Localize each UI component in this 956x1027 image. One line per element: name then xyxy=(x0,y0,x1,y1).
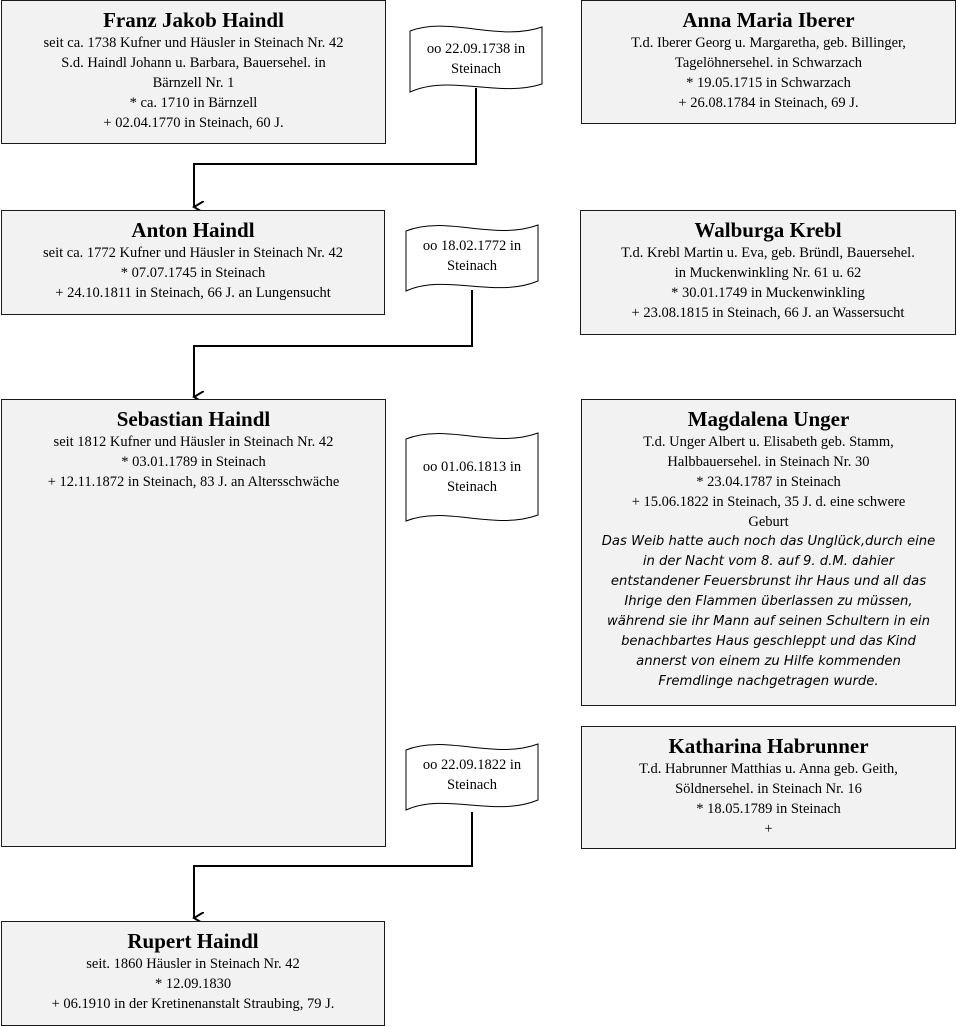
person-note: in der Nacht vom 8. auf 9. d.M. dahier xyxy=(642,554,895,569)
person-note: benachbartes Haus geschleppt und das Kind xyxy=(621,634,916,649)
marriage-place: in Steinach xyxy=(447,459,522,495)
person-detail: * 19.05.1715 in Schwarzach xyxy=(686,75,851,91)
person-detail: T.d. Iberer Georg u. Margaretha, geb. Billinger, xyxy=(631,35,906,51)
person-note: Fremdlinge nachgetragen wurde. xyxy=(658,674,879,689)
person-detail: T.d. Krebl Martin u. Eva, geb. Bründl, Bauersehel. xyxy=(621,245,915,261)
person-name: Sebastian Haindl xyxy=(116,407,271,431)
person-note: Ihrige den Flammen überlassen zu müssen, xyxy=(624,594,913,609)
person-magdalena-unger xyxy=(581,399,956,706)
person-detail: * 18.05.1789 in Steinach xyxy=(696,801,841,817)
person-detail: seit. 1860 Häusler in Steinach Nr. 42 xyxy=(86,956,300,972)
person-detail: + 26.08.1784 in Steinach, 69 J. xyxy=(678,95,859,111)
person-detail: + xyxy=(764,821,773,837)
person-walburga-krebl xyxy=(580,210,956,335)
person-name: Magdalena Unger xyxy=(687,407,850,431)
person-franz-jakob-haindl xyxy=(1,0,386,144)
person-detail: Bärnzell Nr. 1 xyxy=(152,75,235,91)
marriage-ribbon-2 xyxy=(405,219,539,301)
person-sebastian-haindl xyxy=(1,399,386,847)
person-name: Katharina Habrunner xyxy=(668,734,869,758)
person-detail: in Muckenwinkling Nr. 61 u. 62 xyxy=(674,265,862,281)
person-detail: T.d. Habrunner Matthias u. Anna geb. Geith, xyxy=(639,761,898,777)
person-detail: Tagelöhnersehel. in Schwarzach xyxy=(675,55,862,71)
person-detail: seit ca. 1738 Kufner und Häusler in Steinach Nr. 42 xyxy=(43,35,344,51)
person-note: entstandener Feuersbrunst ihr Haus und all das xyxy=(610,574,927,589)
person-detail: seit ca. 1772 Kufner und Häusler in Steinach Nr. 42 xyxy=(43,245,343,261)
person-detail: Geburt xyxy=(748,514,789,530)
person-detail: Halbbauersehel. in Steinach Nr. 30 xyxy=(667,454,870,470)
person-detail: + 02.04.1770 in Steinach, 60 J. xyxy=(103,115,284,131)
person-detail: + 24.10.1811 in Steinach, 66 J. an Lungensucht xyxy=(55,285,331,301)
person-detail: * 03.01.1789 in Steinach xyxy=(121,454,266,470)
person-detail: + 23.08.1815 in Steinach, 66 J. an Wassersucht xyxy=(631,305,905,321)
person-detail: + 15.06.1822 in Steinach, 35 J. d. eine schwere xyxy=(631,494,906,510)
marriage-place: in Steinach xyxy=(447,238,522,274)
marriage-text xyxy=(405,236,539,276)
marriage-date: oo 22.09.1822 xyxy=(422,757,507,773)
person-detail: Söldnersehel. in Steinach Nr. 16 xyxy=(675,781,862,797)
marriage-date: oo 01.06.1813 xyxy=(422,459,507,475)
person-name: Franz Jakob Haindl xyxy=(103,8,284,32)
person-detail: * 12.09.1830 xyxy=(154,976,232,992)
person-name: Rupert Haindl xyxy=(127,929,259,953)
person-anton-haindl xyxy=(1,210,385,315)
person-detail: seit 1812 Kufner und Häusler in Steinach Nr. 42 xyxy=(53,434,334,450)
marriage-text xyxy=(405,457,539,497)
person-detail: * 23.04.1787 in Steinach xyxy=(696,474,841,490)
marriage-date: oo 18.02.1772 xyxy=(422,238,507,254)
person-rupert-haindl xyxy=(1,921,385,1026)
person-detail: * 07.07.1745 in Steinach xyxy=(120,265,266,281)
person-katharina-habrunner xyxy=(581,726,956,849)
person-name: Walburga Krebl xyxy=(694,218,842,242)
person-note: annerst von einem zu Hilfe kommenden xyxy=(636,654,901,669)
person-detail: T.d. Unger Albert u. Elisabeth geb. Stamm, xyxy=(643,434,894,450)
person-detail: * 30.01.1749 in Muckenwinkling xyxy=(671,285,865,301)
person-detail: + 12.11.1872 in Steinach, 83 J. an Altersschwäche xyxy=(47,474,340,490)
person-note: während sie ihr Mann auf seinen Schultern in ein xyxy=(606,614,931,629)
person-anna-maria-iberer xyxy=(581,0,956,124)
person-note: Das Weib hatte auch noch das Unglück,durch eine xyxy=(601,534,936,549)
marriage-text xyxy=(409,39,543,79)
person-name: Anna Maria Iberer xyxy=(682,8,855,32)
marriage-text xyxy=(405,755,539,795)
marriage-date: oo 22.09.1738 xyxy=(426,41,511,57)
marriage-ribbon-1 xyxy=(409,22,543,98)
person-detail: * ca. 1710 in Bärnzell xyxy=(129,95,258,111)
person-name: Anton Haindl xyxy=(131,218,255,242)
marriage-place: in Steinach xyxy=(451,41,526,77)
marriage-ribbon-3 xyxy=(405,427,539,529)
person-detail: S.d. Haindl Johann u. Barbara, Bauersehel. in xyxy=(61,55,326,71)
marriage-ribbon-4 xyxy=(405,738,539,820)
marriage-place: in Steinach xyxy=(447,757,522,793)
person-detail: + 06.1910 in der Kretinenanstalt Straubing, 79 J. xyxy=(51,996,335,1012)
